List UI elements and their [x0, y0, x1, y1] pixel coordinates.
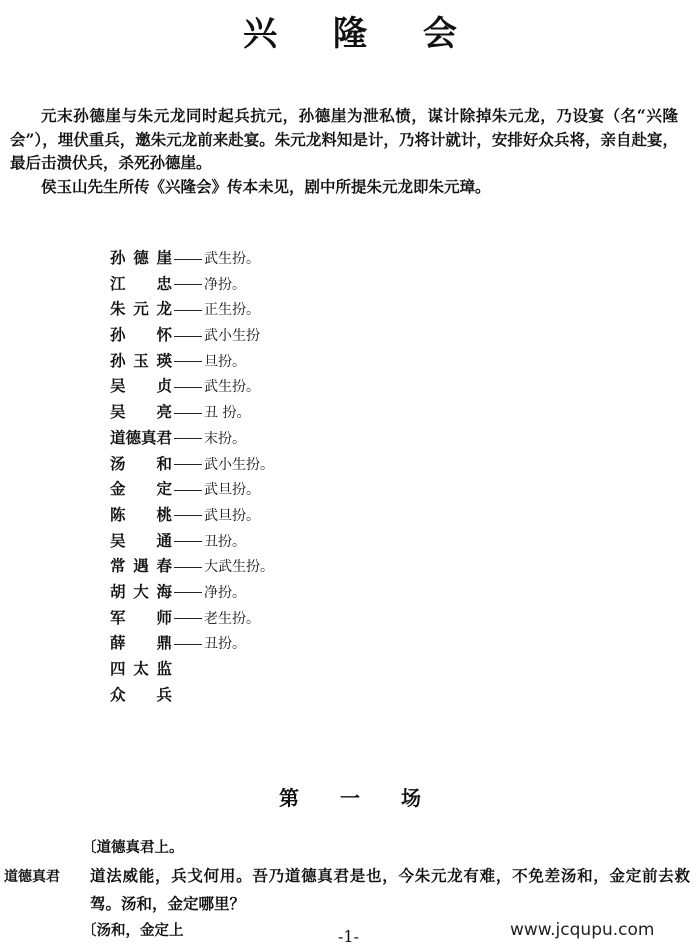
speaker-name: 道德真君 [4, 869, 60, 885]
cast-type: 正生扮。 [204, 302, 260, 319]
cast-role: 汤和 [110, 454, 172, 473]
cast-dash [174, 567, 202, 568]
cast-role: 孙德崖 [110, 249, 172, 267]
cast-type: 丑扮。 [204, 636, 246, 653]
cast-role: 孙怀 [110, 326, 172, 345]
cast-list [110, 246, 410, 708]
cast-item [110, 272, 410, 298]
watermark: www.jcqupu.com [510, 920, 655, 940]
cast-role: 道德真君 [110, 428, 173, 447]
cast-type: 老生扮。 [204, 610, 260, 627]
cast-type: 净扮。 [204, 276, 246, 293]
page-number: -1- [338, 927, 359, 946]
cast-dash [174, 413, 202, 414]
scene-title: 第 一 场 [279, 786, 438, 810]
cast-role: 金定 [110, 480, 172, 499]
cast-item [110, 606, 410, 632]
intro-paragraph: 侯玉山先生所传《兴隆会》传本未见，剧中所提朱元龙即朱元璋。 [41, 176, 491, 196]
cast-role: 四太监 [110, 660, 172, 678]
cast-type: 净扮。 [204, 584, 246, 601]
cast-role: 薛鼎 [110, 634, 172, 653]
cast-item [110, 374, 410, 400]
intro-section [10, 104, 678, 198]
cast-dash [174, 284, 202, 285]
cast-role: 吴亮 [110, 403, 172, 422]
cast-item [110, 323, 410, 349]
cast-item [110, 529, 410, 555]
cast-role: 吴贞 [110, 377, 172, 396]
page-title: 兴 隆 会 [243, 14, 479, 54]
cast-item [110, 503, 410, 529]
cast-dash [174, 490, 202, 491]
cast-item [110, 349, 410, 375]
cast-item [110, 683, 410, 709]
cast-role: 江忠 [110, 274, 172, 293]
cast-type: 武生扮。 [204, 251, 260, 267]
cast-type: 大武生扮。 [204, 559, 274, 576]
cast-item [110, 400, 410, 426]
stage-direction: 〔汤和，金定上 [82, 922, 184, 939]
cast-item [110, 554, 410, 580]
cast-type: 武生扮。 [204, 379, 260, 396]
cast-item [110, 580, 410, 606]
cast-dash [174, 644, 202, 645]
cast-role: 朱元龙 [110, 300, 172, 319]
cast-role: 胡大海 [110, 582, 172, 601]
cast-dash [174, 464, 202, 465]
cast-dash [174, 336, 202, 337]
cast-dash [174, 438, 202, 439]
cast-item [110, 452, 410, 478]
cast-dash [174, 541, 202, 542]
cast-type: 武小生扮。 [204, 456, 274, 473]
cast-dash [174, 387, 202, 388]
cast-role: 吴通 [110, 531, 172, 550]
cast-type: 武旦扮。 [204, 482, 260, 499]
cast-dash [174, 310, 202, 311]
cast-item [110, 631, 410, 657]
cast-role: 军师 [110, 608, 172, 627]
cast-item [110, 477, 410, 503]
cast-dash [174, 592, 202, 593]
cast-role: 孙玉瑛 [110, 351, 172, 370]
cast-dash [174, 361, 202, 362]
cast-dash [174, 515, 202, 516]
cast-role: 陈桃 [110, 505, 172, 524]
intro-paragraph: 元末孙德崖与朱元龙同时起兵抗元，孙德崖为泄私愤，谋计除掉朱元龙，乃设宴（名“兴隆会”），埋伏重兵，邀朱元龙前来赴宴。朱元龙料知是计，乃将计就计，安排好众兵将，亲自赴宴，最后击溃伏兵，杀死孙德崖。 [10, 106, 678, 172]
cast-type: 末扮。 [204, 430, 246, 447]
cast-type: 旦扮。 [204, 353, 246, 370]
cast-role: 众兵 [110, 685, 172, 704]
cast-dash [174, 259, 202, 260]
cast-item [110, 426, 410, 452]
cast-item [110, 246, 410, 272]
cast-type: 丑 扮。 [204, 405, 251, 422]
cast-item [110, 297, 410, 323]
cast-type: 武小生扮 [204, 328, 260, 345]
stage-direction: 〔道德真君上。 [82, 839, 184, 856]
cast-type: 武旦扮。 [204, 507, 260, 524]
cast-dash [174, 618, 202, 619]
dialogue-text: 道法威能，兵戈何用。吾乃道德真君是也，今朱元龙有难，不免差汤和，金定前去救驾。汤和，金定哪里？ [90, 866, 690, 913]
cast-type: 丑扮。 [204, 533, 246, 550]
cast-item [110, 657, 410, 683]
cast-role: 常遇春 [110, 557, 172, 576]
